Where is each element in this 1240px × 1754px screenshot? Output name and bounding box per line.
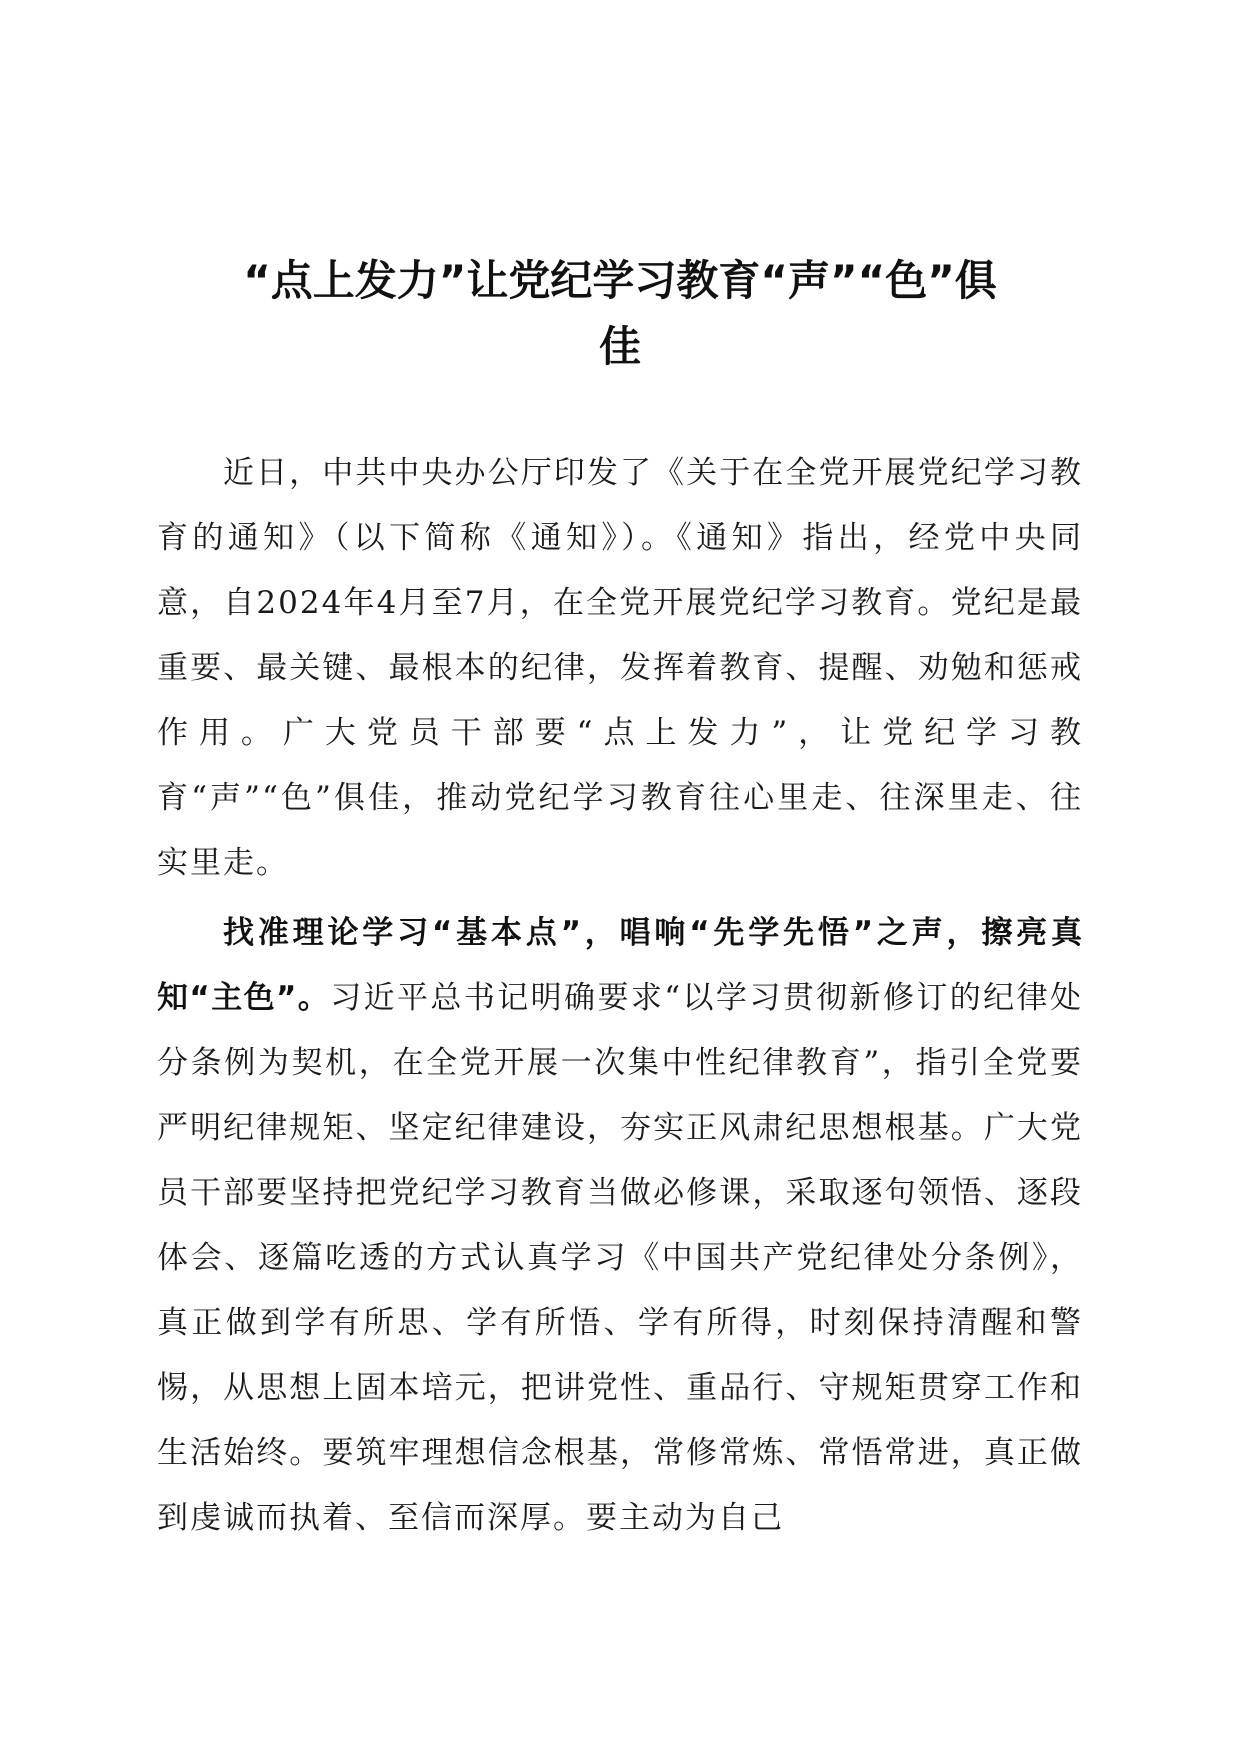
document-title — [140, 248, 1100, 380]
paragraph-text: 习近平总书记明确要求“以学习贯彻新修订的纪律处分条例为契机，在全党开展一次集中性纪律教育”，指引全党要严明纪律规矩、坚定纪律建设，夯实正风肃纪思想根基。广大党员干部要坚持把党纪学习教育当做必修课，采取逐句领悟、逐段体会、逐篇吃透的方式认真学习《中国共产党纪律处分条例》，真正做到学有所思、学有所悟、学有所得，时刻保持清醒和警惕，从思想上固本培元，把讲党性、重品行、守规矩贯穿工作和生活始终。要筑牢理想信念根基，常修常炼、常悟常进，真正做到虔诚而执着、至信而深厚。要主动为自己 — [157, 980, 1083, 1536]
paragraph-lead-heading: 找准理论学习“基本点”，唱响“先学先悟”之声，擦亮真知“主色”。 — [157, 915, 1083, 1016]
paragraph-intro — [157, 441, 1083, 896]
title-line-1: “点上发力”让党纪学习教育“声”“色”俱 — [243, 256, 997, 305]
paragraph-theory-study — [157, 901, 1083, 1551]
title-line-2: 佳 — [598, 322, 641, 371]
document-body — [157, 441, 1083, 1551]
paragraph-text: 近日，中共中央办公厅印发了《关于在全党开展党纪学习教育的通知》（以下简称《通知》）。《通知》指出，经党中央同意，自2024年4月至7月，在全党开展党纪学习教育。党纪是最重要、最关键、最根本的纪律，发挥着教育、提醒、劝勉和惩戒作用。广大党员干部要“点上发力”，让党纪学习教育“声”“色”俱佳，推动党纪学习教育往心里走、往深里走、往实里走。 — [157, 455, 1083, 881]
